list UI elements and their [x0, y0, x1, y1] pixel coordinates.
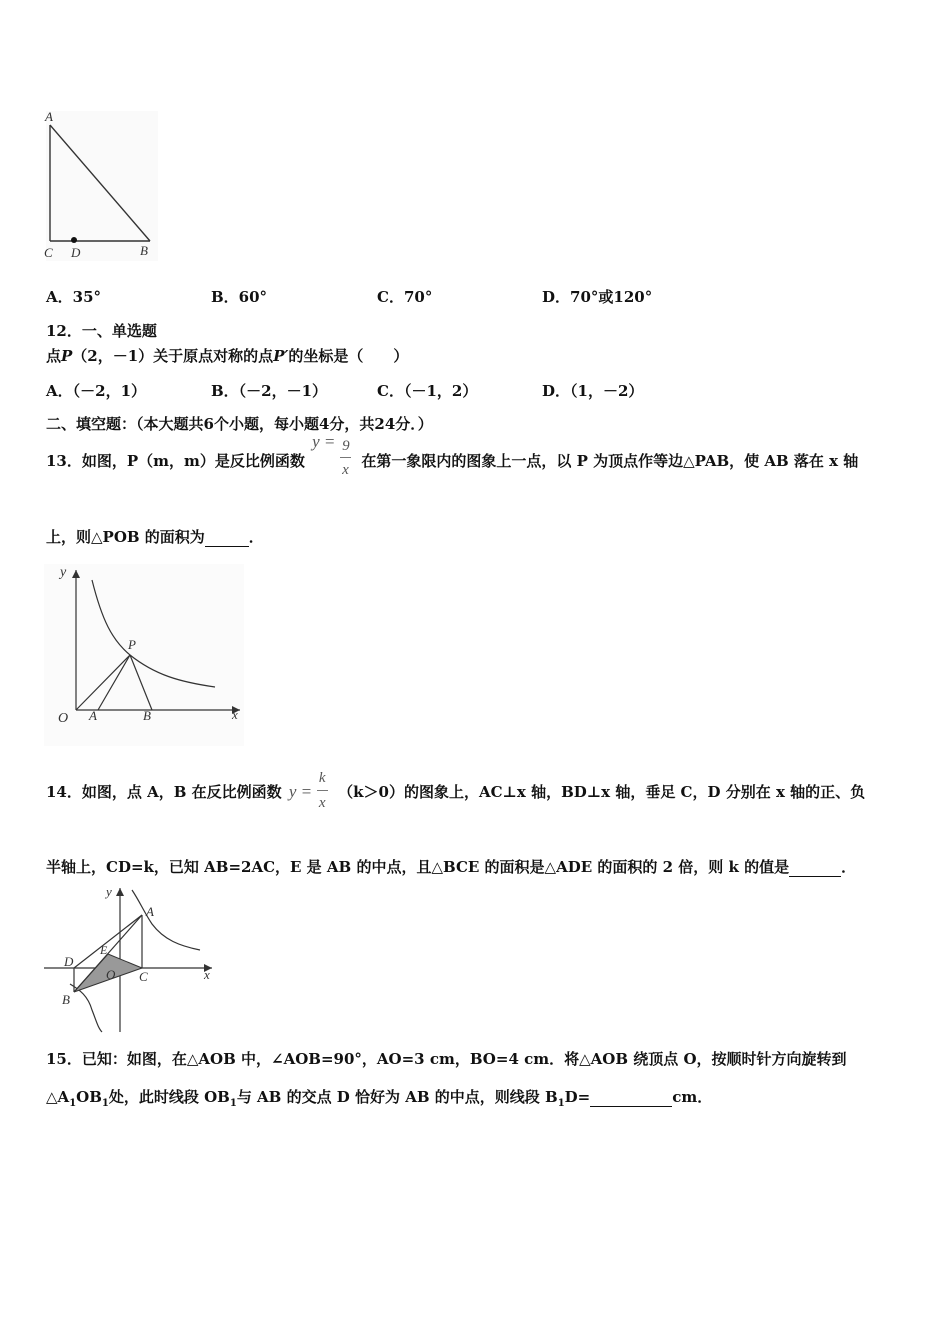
q15-answer-blank[interactable] — [590, 1088, 672, 1107]
q12-stem-p2: P′ — [273, 347, 289, 365]
q14-line2 — [46, 856, 856, 877]
q15-sub-1: 1 — [69, 1098, 77, 1109]
q12-option-c: C．（－1，2） — [377, 382, 478, 400]
q13-line2 — [46, 526, 264, 547]
label-p: P — [128, 637, 136, 652]
section-heading-fill-in: 二、填空题：（本大题共6个小题，每小题4分，共24分．） — [46, 415, 433, 433]
q14-text-pre: 14．如图，点 A，B 在反比例函数 — [46, 783, 282, 801]
q15-sub-4: 1 — [557, 1098, 565, 1109]
q15-part-e: D= — [564, 1088, 591, 1106]
q14-formula-y: y = — [288, 782, 313, 801]
q13-text-pre: 13．如图，P（m，m）是反比例函数 — [46, 452, 305, 470]
q14-answer-blank[interactable] — [789, 858, 841, 877]
reciprocal-function-figure — [40, 880, 230, 1040]
q15-sub-2: 1 — [101, 1098, 109, 1109]
q12-stem — [46, 345, 408, 366]
q15-line1: 15．已知：如图，在△AOB 中，∠AOB=90°，AO=3 cm，BO=4 cm．将△AOB 绕顶点 O，按顺时针方向旋转到 — [46, 1050, 847, 1068]
q13-formula-y: y = — [312, 432, 336, 451]
label-e: E — [100, 943, 108, 957]
q11-option-d: D．70°或120° — [542, 288, 653, 306]
axis-label-x: x — [232, 707, 238, 722]
q13-answer-blank[interactable] — [205, 528, 249, 547]
q15-part-b: OB — [76, 1088, 102, 1106]
label-c: C — [44, 245, 53, 260]
q12-option-d: D．（1，－2） — [542, 382, 644, 400]
q14-formula — [287, 771, 333, 815]
label-a: A — [89, 708, 97, 723]
q12-option-a: A．（－2，1） — [46, 382, 147, 400]
q12-stem-p: P — [61, 347, 73, 365]
label-b: B — [62, 992, 70, 1007]
q13-formula — [310, 432, 356, 483]
q13-line2-text: 上，则△POB 的面积为 — [46, 528, 205, 546]
q13-line1 — [46, 432, 859, 482]
label-d: D — [71, 245, 81, 260]
triangle-figure — [40, 105, 165, 265]
q14-formula-den: x — [318, 795, 326, 811]
q11-option-a: A．35° — [46, 288, 102, 306]
q15-part-a: △A — [46, 1088, 70, 1106]
q15-part-d: 与 AB 的交点 D 恰好为 AB 的中点，则线段 B — [236, 1088, 558, 1106]
label-o: O — [58, 711, 69, 726]
label-a: A — [45, 109, 53, 124]
hyperbola-triangle-figure — [40, 560, 250, 750]
q14-line1 — [46, 770, 865, 814]
q14-text-post: （k＞0）的图象上，AC⊥x 轴，BD⊥x 轴，垂足 C，D 分别在 x 轴的正、负 — [338, 783, 866, 801]
q13-formula-den: x — [342, 462, 349, 478]
q13-formula-bar — [340, 457, 351, 458]
q12-heading: 12．一、单选题 — [46, 322, 157, 340]
label-d: D — [64, 954, 74, 969]
q13-text-post: 在第一象限内的图象上一点，以 P 为顶点作等边△PAB，使 AB 落在 x 轴 — [361, 452, 859, 470]
q14-formula-num: k — [318, 770, 326, 786]
axis-label-y: y — [60, 565, 67, 580]
q12-stem-pre: 点 — [46, 347, 62, 365]
q15-part-c: 处，此时线段 OB — [108, 1088, 230, 1106]
q13-line2-end: ． — [248, 528, 264, 546]
q12-stem-post: 的坐标是（ ） — [288, 347, 409, 365]
q12-stem-mid: （2，－1）关于原点对称的点 — [72, 347, 274, 365]
label-a: A — [146, 904, 154, 919]
axis-label-y: y — [106, 884, 112, 899]
label-b: B — [143, 708, 151, 723]
q12-option-b: B．（－2，－1） — [211, 382, 328, 400]
q13-formula-num: 9 — [342, 438, 350, 454]
axis-label-x: x — [204, 967, 210, 982]
q14-line2-end: ． — [841, 858, 857, 876]
q11-option-b: B．60° — [211, 288, 268, 306]
label-c: C — [139, 969, 148, 984]
q14-formula-bar — [317, 790, 328, 791]
q15-sub-3: 1 — [229, 1098, 237, 1109]
label-o: O — [106, 967, 116, 982]
label-b: B — [140, 243, 148, 258]
q11-option-c: C．70° — [377, 288, 433, 306]
q15-line2 — [46, 1086, 712, 1109]
q14-line2-text: 半轴上，CD=k，已知 AB=2AC，E 是 AB 的中点，且△BCE 的面积是△ADE 的面积的 2 倍，则 k 的值是 — [46, 858, 790, 876]
q15-unit: cm． — [672, 1088, 713, 1106]
